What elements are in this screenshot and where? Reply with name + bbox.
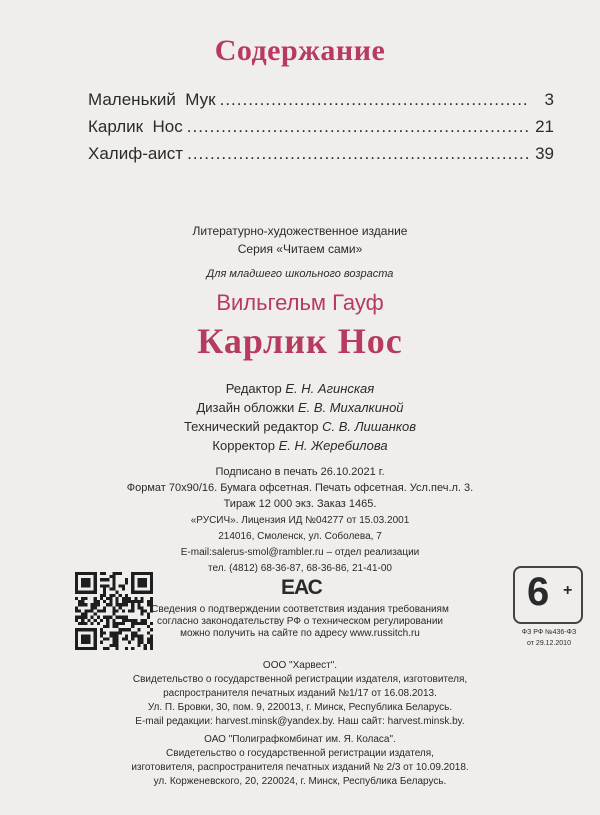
- publisher-phones: тел. (4812) 68-36-87, 68-36-86, 21-41-00: [208, 563, 392, 574]
- harvest-line: распространителя печатных изданий №1/17 от 16.08.2013.: [163, 688, 437, 699]
- publisher-info: [0, 513, 600, 577]
- conformity-line: Сведения о подтверждении соответствия издания требованиям: [151, 604, 449, 615]
- toc-item-title: Халиф-аист: [88, 144, 184, 163]
- credit-line: [0, 436, 600, 455]
- edition-info: [0, 222, 600, 258]
- harvest-line: Ул. П. Бровки, 30, пом. 9, 220013, г. Минск, Республика Беларусь.: [147, 702, 453, 713]
- credit-role: Дизайн обложки: [196, 400, 295, 415]
- toc-item: [88, 117, 554, 144]
- edition-type: Литературно-художественное издание: [192, 224, 408, 238]
- conformity-line: согласно законодательству РФ о техническом регулировании: [156, 616, 443, 627]
- print-signed: Подписано в печать 26.10.2021 г.: [215, 466, 385, 478]
- toc-item-page: 3: [544, 90, 554, 109]
- credit-role: Редактор: [225, 381, 282, 396]
- printer-info: [0, 733, 600, 789]
- credit-person: Е. В. Михалкиной: [297, 400, 404, 415]
- credit-line: [0, 417, 600, 436]
- credit-line: [0, 379, 600, 398]
- publisher-email: E-mail:salerus-smol@rambler.ru – отдел реализации: [180, 547, 420, 558]
- eac-mark-icon: ЕАС: [281, 576, 322, 599]
- series-name: Серия «Читаем сами»: [237, 242, 363, 256]
- print-info: [0, 464, 600, 512]
- conformity-line: можно получить на сайте по адресу www.russitch.ru: [180, 628, 420, 639]
- toc-item-title: Карлик Нос: [88, 117, 183, 136]
- age-rating-plus: +: [563, 582, 573, 599]
- credit-person: Е. Н. Агинская: [285, 381, 375, 396]
- age-rating-badge: [513, 566, 583, 624]
- toc-leader-dots: [187, 144, 530, 164]
- harvest-line: Свидетельство о государственной регистрации издателя, изготовителя,: [132, 674, 468, 685]
- publisher-address: 214016, Смоленск, ул. Соболева, 7: [218, 531, 382, 542]
- book-title: Карлик Нос: [197, 321, 403, 361]
- credit-person: Е. Н. Жеребилова: [278, 438, 388, 453]
- author-name: Вильгельм Гауф: [216, 290, 384, 315]
- table-of-contents: [88, 90, 554, 171]
- printer-name: ОАО "Полиграфкомбинат им. Я. Коласа".: [204, 734, 396, 745]
- credit-role: Корректор: [212, 438, 276, 453]
- printer-line: ул. Корженевского, 20, 220024, г. Минск, Республика Беларусь.: [153, 776, 447, 787]
- credit-role: Технический редактор: [183, 419, 319, 434]
- age-rating-law: [508, 627, 590, 649]
- printer-line: изготовителя, распространителя печатных изданий № 2/3 от 10.09.2018.: [131, 762, 469, 773]
- publisher-license: «РУСИЧ». Лицензия ИД №04277 от 15.03.2001: [190, 515, 410, 526]
- harvest-line: E-mail редакции: harvest.minsk@yandex.by. Наш сайт: harvest.minsk.by.: [135, 716, 465, 727]
- harvest-name: ООО "Харвест".: [262, 660, 338, 671]
- toc-leader-dots: [187, 117, 530, 137]
- toc-item: [88, 144, 554, 171]
- toc-title: Содержание: [214, 34, 386, 67]
- law-date: от 29.12.2010: [527, 640, 571, 647]
- toc-leader-dots: [220, 90, 530, 110]
- credit-person: С. В. Лишанков: [322, 419, 417, 434]
- credits: [0, 379, 600, 455]
- harvest-info: [0, 659, 600, 729]
- toc-item-title: Маленький Мук: [88, 90, 216, 109]
- law-number: ФЗ РФ №436-ФЗ: [521, 629, 577, 636]
- age-rating-number: 6: [527, 570, 550, 614]
- printer-line: Свидетельство о государственной регистрации издателя,: [166, 748, 434, 759]
- age-note: Для младшего школьного возраста: [206, 268, 394, 280]
- credit-line: [0, 398, 600, 417]
- print-run: Тираж 12 000 экз. Заказ 1465.: [223, 498, 377, 510]
- toc-item: [88, 90, 554, 117]
- toc-item-page: 39: [535, 144, 554, 163]
- print-format: Формат 70x90/16. Бумага офсетная. Печать офсетная. Усл.печ.л. 3.: [126, 482, 474, 494]
- toc-item-page: 21: [535, 117, 554, 136]
